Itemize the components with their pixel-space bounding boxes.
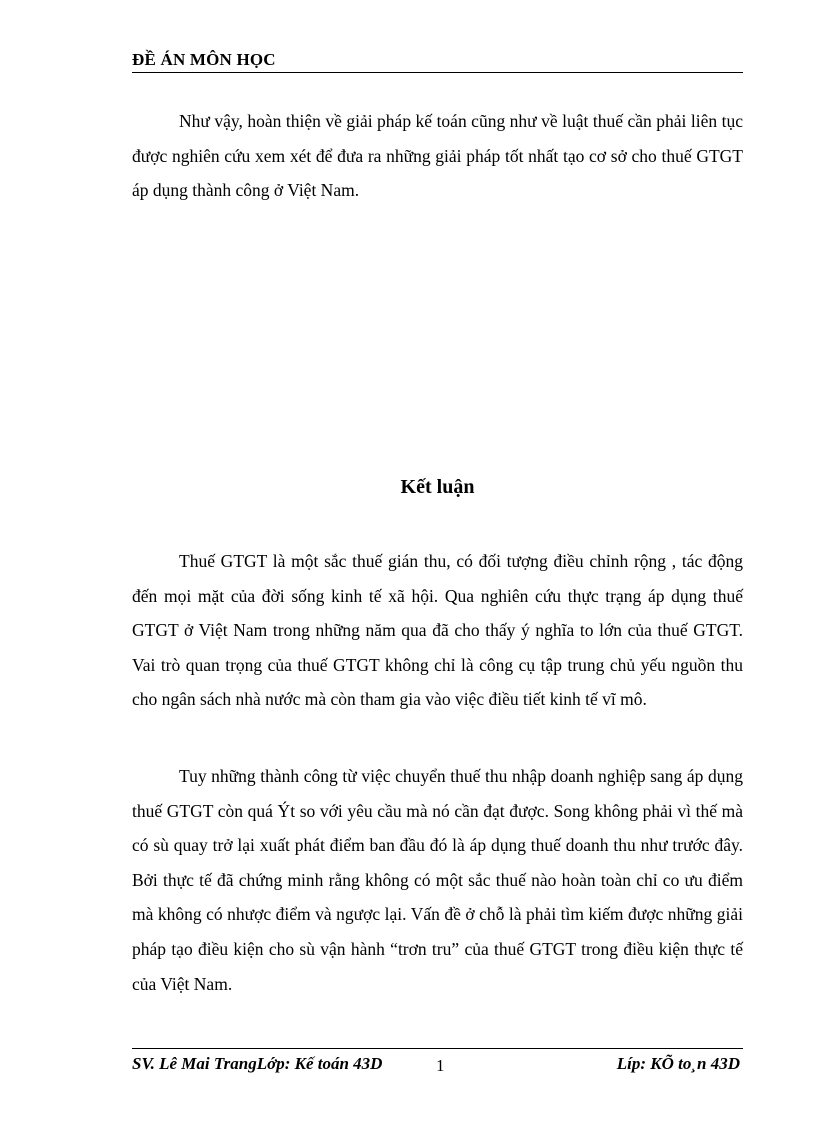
header-title: ĐỀ ÁN MÔN HỌC xyxy=(132,50,276,69)
page-number: 1 xyxy=(436,1056,445,1075)
section-heading: Kết luận xyxy=(400,476,475,498)
body-paragraph-3: Tuy những thành công từ việc chuyển thuế thu nhập doanh nghiệp sang áp dụng thuế GTGT còn quá Ýt so với yêu cầu mà nó cần đạt được. Song không phải vì thế mà có sù quay trở lại xuất phát điểm ban đầu đó là áp dụng thuế doanh thu như trước đây. Bởi thực tế đã chứng minh rằng không có một sắc thuế nào hoàn toàn chỉ co ưu điểm mà không có nhược điểm và ngược lại. Vấn đề ở chỗ là phải tìm kiếm được những giải pháp tạo điều kiện cho sù vận hành “trơn tru” của thuế GTGT trong điều kiện thực tế của Việt Nam. xyxy=(132,766,743,994)
footer-class: Líp: KÕ to¸n 43D xyxy=(616,1054,740,1073)
body-paragraph-1: Như vậy, hoàn thiện về giải pháp kế toán cũng như về luật thuế cần phải liên tục được nghiên cứu xem xét để đưa ra những giải pháp tốt nhất tạo cơ sở cho thuế GTGT áp dụng thành công ở Việt Nam. xyxy=(132,111,743,201)
footer-author: SV. Lê Mai TrangLớp: Kế toán 43D xyxy=(132,1054,383,1073)
body-paragraph-2: Thuế GTGT là một sắc thuế gián thu, có đối tượng điều chỉnh rộng , tác động đến mọi mặt của đời sống kinh tế xã hội. Qua nghiên cứu thực trạng áp dụng thuế GTGT ở Việt Nam trong những năm qua đã cho thấy ý nghĩa to lớn của thuế GTGT. Vai trò quan trọng của thuế GTGT không chỉ là công cụ tập trung chủ yếu nguồn thu cho ngân sách nhà nước mà còn tham gia vào việc điều tiết kinh tế vĩ mô. xyxy=(132,551,743,710)
header-divider xyxy=(132,72,743,73)
footer-divider xyxy=(132,1048,743,1049)
